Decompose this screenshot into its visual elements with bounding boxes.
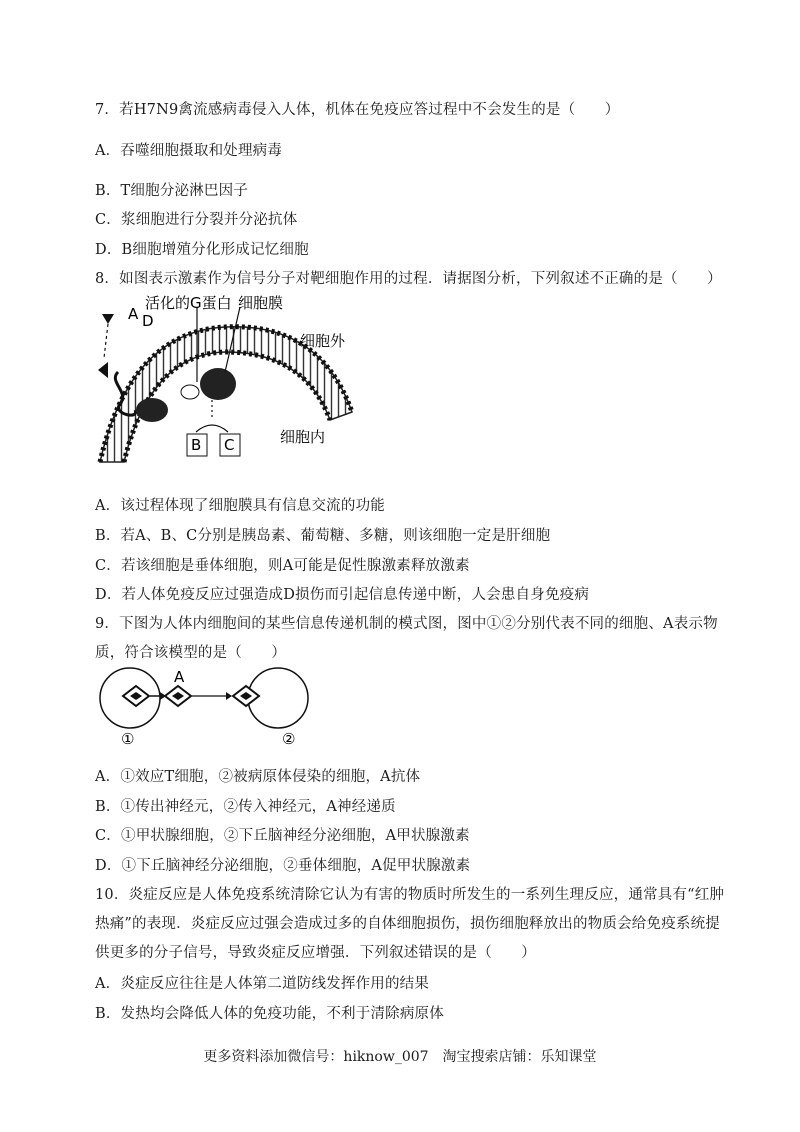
q9-option-b: B．①传出神经元，②传入神经元，A神经递质: [95, 799, 396, 815]
q10-stem-line2: 热痛”的表现．炎症反应过强会造成过多的自体细胞损伤，损伤细胞释放出的物质会给免疫系统提: [95, 916, 721, 932]
label-d: D: [142, 312, 154, 330]
q8-stem: 8．如图表示激素作为信号分子对靶细胞作用的过程．请据图分析，下列叙述不正确的是（ ）: [95, 271, 722, 287]
arrow-a-to-receptor: [104, 324, 108, 358]
q7-option-b: B．T细胞分泌淋巴因子: [95, 183, 249, 199]
q9-option-d: D．①下丘脑神经分泌细胞，②垂体细胞，A促甲状腺激素: [95, 858, 471, 874]
q9-option-c: C．①甲状腺细胞，②下丘脑神经分泌细胞，A甲状腺激素: [95, 828, 470, 844]
q10-stem-line1: 10．炎症反应是人体免疫系统清除它认为有害的物质时所发生的一系列生理反应，通常具有“红肿: [95, 887, 725, 903]
q9-stem-line2: 质，符合该模型的是（ ）: [95, 645, 287, 661]
membrane-receptor-diagram: [90, 292, 360, 464]
q8-option-c: C．若该细胞是垂体细胞，则A可能是促性腺激素释放激素: [95, 558, 470, 574]
q8-option-d: D．若人体免疫反应过强造成D损伤而引起信息传递中断，人会患自身免疫病: [95, 587, 590, 603]
q10-option-b: B．发热均会降低人体的免疫功能，不利于清除病原体: [95, 1006, 444, 1022]
q8-option-b: B．若A、B、C分别是胰岛素、葡萄糖、多糖，则该细胞一定是肝细胞: [95, 528, 551, 544]
label-cell-1: ①: [121, 730, 135, 748]
activated-g-protein: [200, 368, 236, 400]
q10-stem-line3: 供更多的分子信号，导致炎症反应增强．下列叙述错误的是（ ）: [95, 945, 536, 961]
cell-signaling-diagram: [92, 666, 317, 748]
label-cell-membrane: 细胞膜: [238, 294, 284, 312]
q7-option-d: D．B细胞增殖分化形成记忆细胞: [95, 242, 309, 258]
q9-option-a: A．①效应T细胞，②被病原体侵染的细胞，A抗体: [95, 769, 421, 785]
q7-stem: 7．若H7N9禽流感病毒侵入人体，机体在免疫应答过程中不会发生的是（ ）: [95, 102, 620, 118]
q7-option-a: A．吞噬细胞摄取和处理病毒: [95, 143, 283, 159]
g-protein-subunit: [181, 385, 199, 399]
label-activated-g-protein: 活化的G蛋白: [145, 294, 232, 312]
label-c: C: [224, 436, 235, 454]
q9-stem-line1: 9．下图为人体内细胞间的某些信息传递机制的模式图，图中①②分别代表不同的细胞、A表示物: [95, 616, 718, 632]
q8-option-a: A．该过程体现了细胞膜具有信息交流的功能: [95, 498, 385, 514]
q10-option-a: A．炎症反应往往是人体第二道防线发挥作用的结果: [95, 976, 430, 992]
arrow-2-head: [226, 692, 232, 700]
label-a: A: [174, 668, 185, 686]
label-a: A: [128, 305, 139, 323]
g-protein: [136, 398, 168, 422]
signal-molecule-a: [165, 686, 191, 706]
hormone-a-bound: [98, 362, 108, 378]
b-to-c-arrow: [196, 425, 228, 432]
q7-option-c: C．浆细胞进行分裂并分泌抗体: [95, 212, 298, 228]
label-cell-2: ②: [282, 730, 296, 748]
label-b: B: [191, 436, 202, 454]
hormone-a-icon: [102, 314, 114, 324]
label-cell-outside: 细胞外: [300, 332, 346, 350]
label-cell-inside: 细胞内: [280, 428, 326, 446]
page-footer: 更多资料添加微信号：hiknow_007 淘宝搜索店铺：乐知课堂: [203, 1049, 597, 1065]
